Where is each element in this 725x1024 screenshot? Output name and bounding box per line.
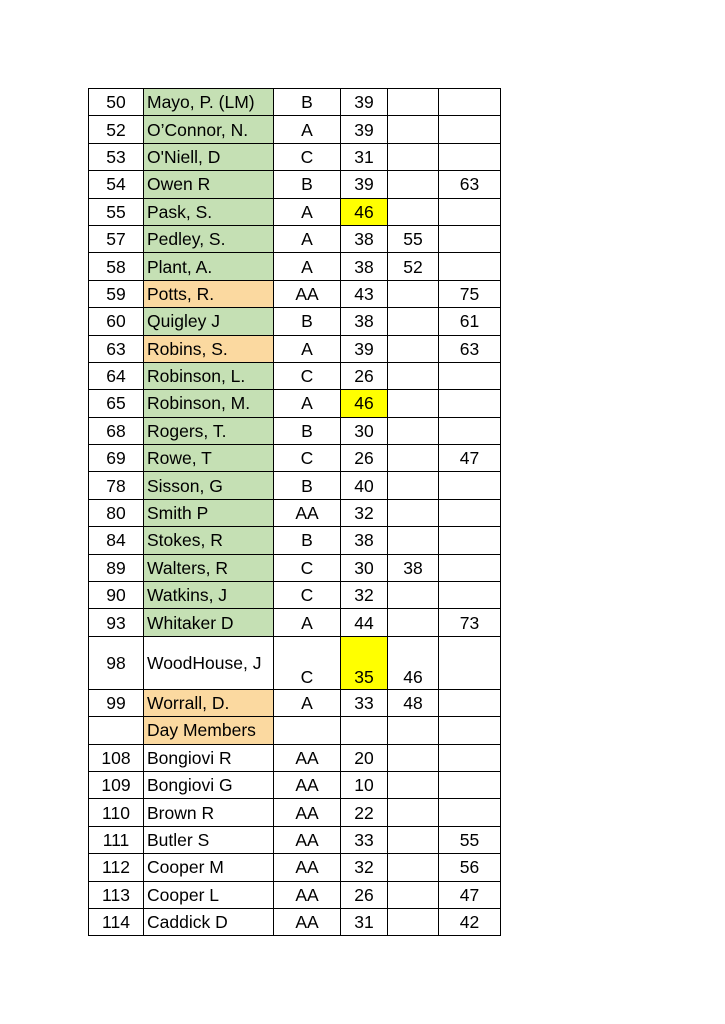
member-name: Pask, S. <box>144 198 274 225</box>
score-2 <box>388 445 439 472</box>
score-3 <box>439 771 501 798</box>
score-2 <box>388 826 439 853</box>
score-2 <box>388 609 439 636</box>
member-name: WoodHouse, J <box>144 636 274 689</box>
member-name: Rogers, T. <box>144 417 274 444</box>
member-grade: AA <box>274 280 341 307</box>
score-1: 32 <box>341 854 388 881</box>
member-name: Brown R <box>144 799 274 826</box>
member-name: Butler S <box>144 826 274 853</box>
table-row <box>89 362 501 389</box>
member-grade: AA <box>274 771 341 798</box>
score-2 <box>388 362 439 389</box>
member-grade: C <box>274 143 341 170</box>
member-number: 52 <box>89 116 144 143</box>
member-name: Bongiovi R <box>144 744 274 771</box>
score-1: 38 <box>341 253 388 280</box>
member-number: 99 <box>89 689 144 716</box>
member-number: 93 <box>89 609 144 636</box>
score-3: 73 <box>439 609 501 636</box>
table-row <box>89 554 501 581</box>
score-1: 26 <box>341 445 388 472</box>
table-row <box>89 689 501 716</box>
member-grade: AA <box>274 908 341 935</box>
score-3 <box>439 225 501 252</box>
score-3 <box>439 499 501 526</box>
table-row <box>89 799 501 826</box>
table-row <box>89 582 501 609</box>
score-2 <box>388 143 439 170</box>
score-1: 22 <box>341 799 388 826</box>
score-2 <box>388 335 439 362</box>
member-grade: AA <box>274 744 341 771</box>
score-3: 55 <box>439 826 501 853</box>
table-row <box>89 198 501 225</box>
score-1: 32 <box>341 582 388 609</box>
table-row <box>89 908 501 935</box>
member-name: Watkins, J <box>144 582 274 609</box>
score-2 <box>388 717 439 744</box>
score-2 <box>388 582 439 609</box>
score-1: 39 <box>341 116 388 143</box>
score-2 <box>388 89 439 116</box>
score-2 <box>388 308 439 335</box>
member-number: 110 <box>89 799 144 826</box>
score-3 <box>439 116 501 143</box>
member-number: 57 <box>89 225 144 252</box>
table-row <box>89 171 501 198</box>
score-3 <box>439 799 501 826</box>
member-grade: AA <box>274 881 341 908</box>
table-row <box>89 417 501 444</box>
member-name: Robinson, L. <box>144 362 274 389</box>
score-3: 63 <box>439 171 501 198</box>
score-2 <box>388 499 439 526</box>
table-row <box>89 771 501 798</box>
score-1: 39 <box>341 335 388 362</box>
score-3 <box>439 390 501 417</box>
table-row <box>89 445 501 472</box>
member-number: 112 <box>89 854 144 881</box>
member-name: Stokes, R <box>144 527 274 554</box>
member-number: 111 <box>89 826 144 853</box>
score-1: 32 <box>341 499 388 526</box>
score-2 <box>388 390 439 417</box>
member-grade: B <box>274 527 341 554</box>
table-row <box>89 253 501 280</box>
member-number: 108 <box>89 744 144 771</box>
member-grade: B <box>274 417 341 444</box>
score-1: 39 <box>341 89 388 116</box>
score-2 <box>388 744 439 771</box>
table-row <box>89 636 501 689</box>
table-row <box>89 527 501 554</box>
score-3: 56 <box>439 854 501 881</box>
member-number: 98 <box>89 636 144 689</box>
member-number: 84 <box>89 527 144 554</box>
score-2 <box>388 527 439 554</box>
member-grade: A <box>274 335 341 362</box>
score-2 <box>388 417 439 444</box>
member-grade: A <box>274 116 341 143</box>
score-2 <box>388 280 439 307</box>
member-number: 54 <box>89 171 144 198</box>
score-1: 39 <box>341 171 388 198</box>
score-2 <box>388 854 439 881</box>
table-row <box>89 225 501 252</box>
score-3: 75 <box>439 280 501 307</box>
table-row <box>89 826 501 853</box>
score-3 <box>439 636 501 689</box>
score-2 <box>388 171 439 198</box>
member-name: O’Connor, N. <box>144 116 274 143</box>
score-2 <box>388 799 439 826</box>
score-1: 33 <box>341 689 388 716</box>
member-name: Quigley J <box>144 308 274 335</box>
score-1: 31 <box>341 143 388 170</box>
member-grade: A <box>274 609 341 636</box>
member-grade: C <box>274 554 341 581</box>
member-number: 80 <box>89 499 144 526</box>
section-header-row <box>89 717 501 744</box>
table-row <box>89 472 501 499</box>
member-grade: AA <box>274 799 341 826</box>
score-3 <box>439 198 501 225</box>
member-number: 65 <box>89 390 144 417</box>
score-3 <box>439 744 501 771</box>
score-3 <box>439 143 501 170</box>
member-name: Robins, S. <box>144 335 274 362</box>
table-row <box>89 335 501 362</box>
member-name: Sisson, G <box>144 472 274 499</box>
member-name: Worrall, D. <box>144 689 274 716</box>
score-3: 61 <box>439 308 501 335</box>
table-row <box>89 143 501 170</box>
score-1-highlighted: 35 <box>341 636 388 689</box>
score-1: 31 <box>341 908 388 935</box>
score-3 <box>439 472 501 499</box>
member-grade: C <box>274 362 341 389</box>
score-3 <box>439 689 501 716</box>
score-2: 38 <box>388 554 439 581</box>
score-1: 44 <box>341 609 388 636</box>
member-grade: C <box>274 582 341 609</box>
member-grade: A <box>274 253 341 280</box>
member-name: Walters, R <box>144 554 274 581</box>
table-row <box>89 499 501 526</box>
member-name: Owen R <box>144 171 274 198</box>
member-name: Caddick D <box>144 908 274 935</box>
score-2: 55 <box>388 225 439 252</box>
member-number: 55 <box>89 198 144 225</box>
score-1: 38 <box>341 527 388 554</box>
score-2 <box>388 116 439 143</box>
member-grade: C <box>274 636 341 689</box>
member-number <box>89 717 144 744</box>
member-number: 68 <box>89 417 144 444</box>
table-row <box>89 89 501 116</box>
score-1: 10 <box>341 771 388 798</box>
table-row <box>89 116 501 143</box>
table-row <box>89 854 501 881</box>
score-1-highlighted: 46 <box>341 198 388 225</box>
member-number: 114 <box>89 908 144 935</box>
member-grade: B <box>274 472 341 499</box>
member-grade: A <box>274 225 341 252</box>
member-number: 109 <box>89 771 144 798</box>
member-grade: B <box>274 308 341 335</box>
score-3 <box>439 527 501 554</box>
score-3 <box>439 582 501 609</box>
score-2 <box>388 771 439 798</box>
member-grade: AA <box>274 826 341 853</box>
member-number: 69 <box>89 445 144 472</box>
table-row <box>89 390 501 417</box>
member-name: Rowe, T <box>144 445 274 472</box>
member-grade: B <box>274 89 341 116</box>
score-3 <box>439 717 501 744</box>
score-1: 26 <box>341 881 388 908</box>
score-3: 47 <box>439 881 501 908</box>
table-row <box>89 308 501 335</box>
score-3: 42 <box>439 908 501 935</box>
member-grade: AA <box>274 854 341 881</box>
member-name: Robinson, M. <box>144 390 274 417</box>
table-row <box>89 609 501 636</box>
score-1: 40 <box>341 472 388 499</box>
member-grade: A <box>274 689 341 716</box>
table-row <box>89 881 501 908</box>
member-name: Plant, A. <box>144 253 274 280</box>
member-number: 63 <box>89 335 144 362</box>
score-3: 63 <box>439 335 501 362</box>
score-1: 26 <box>341 362 388 389</box>
score-1: 43 <box>341 280 388 307</box>
score-3 <box>439 253 501 280</box>
score-3 <box>439 362 501 389</box>
member-grade: C <box>274 445 341 472</box>
member-number: 78 <box>89 472 144 499</box>
member-number: 59 <box>89 280 144 307</box>
table-row <box>89 744 501 771</box>
score-2: 52 <box>388 253 439 280</box>
score-1: 33 <box>341 826 388 853</box>
member-number: 53 <box>89 143 144 170</box>
score-1: 38 <box>341 225 388 252</box>
score-1: 30 <box>341 417 388 444</box>
member-number: 113 <box>89 881 144 908</box>
member-grade: A <box>274 198 341 225</box>
member-number: 60 <box>89 308 144 335</box>
score-2 <box>388 198 439 225</box>
score-1: 30 <box>341 554 388 581</box>
member-grade: AA <box>274 499 341 526</box>
score-3: 47 <box>439 445 501 472</box>
member-name: Whitaker D <box>144 609 274 636</box>
member-name: Mayo, P. (LM) <box>144 89 274 116</box>
score-2 <box>388 908 439 935</box>
member-number: 50 <box>89 89 144 116</box>
member-name: Smith P <box>144 499 274 526</box>
score-2 <box>388 472 439 499</box>
member-grade: A <box>274 390 341 417</box>
member-name: Pedley, S. <box>144 225 274 252</box>
score-3 <box>439 417 501 444</box>
member-name: Potts, R. <box>144 280 274 307</box>
section-label: Day Members <box>144 717 274 744</box>
score-1-highlighted: 46 <box>341 390 388 417</box>
members-table <box>88 88 501 936</box>
score-2: 46 <box>388 636 439 689</box>
member-number: 90 <box>89 582 144 609</box>
score-1: 20 <box>341 744 388 771</box>
member-grade <box>274 717 341 744</box>
score-2 <box>388 881 439 908</box>
member-name: Cooper L <box>144 881 274 908</box>
member-name: Bongiovi G <box>144 771 274 798</box>
score-1 <box>341 717 388 744</box>
member-name: O'Niell, D <box>144 143 274 170</box>
member-grade: B <box>274 171 341 198</box>
score-3 <box>439 554 501 581</box>
table-row <box>89 280 501 307</box>
member-number: 58 <box>89 253 144 280</box>
member-number: 64 <box>89 362 144 389</box>
score-3 <box>439 89 501 116</box>
score-1: 38 <box>341 308 388 335</box>
member-number: 89 <box>89 554 144 581</box>
member-name: Cooper M <box>144 854 274 881</box>
score-2: 48 <box>388 689 439 716</box>
